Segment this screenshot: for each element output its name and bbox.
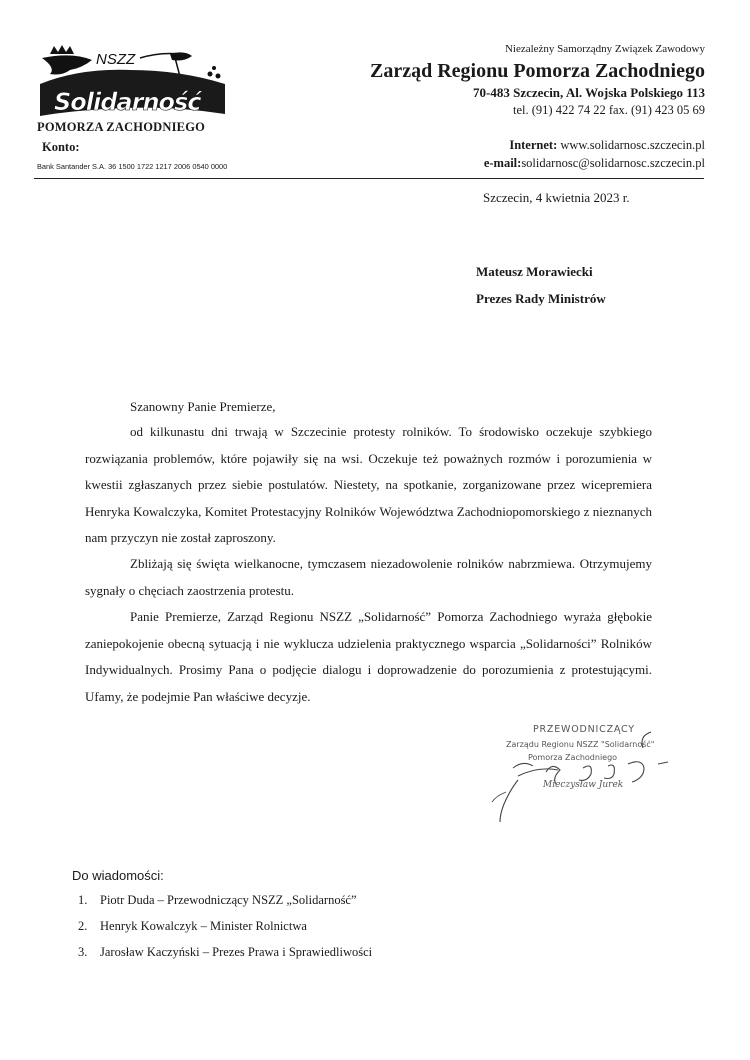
email-line: [484, 156, 705, 171]
body-paragraph: Panie Premierze, Zarząd Regionu NSZZ „Solidarność” Pomorza Zachodniego wyraża głębokie zaniepokojenie obecną sytuacją i nie wyklucza udzielenia praktycznego wsparcia „Solidarności” Rolników Indywidualnych. Prosimy Pana o podjęcie dialogu i doprowadzenie do porozumienia z protestującymi. Ufamy, że podejmie Pan właściwe decyzje.: [85, 609, 652, 704]
email-label: e-mail:: [483, 156, 522, 170]
cc-heading: Do wiadomości:: [72, 868, 164, 883]
handwritten-signature: [488, 720, 688, 830]
cc-item-number: 3.: [78, 945, 88, 959]
chairman-stamp: [488, 720, 688, 830]
logo-nszz-text: NSZZ: [96, 51, 136, 68]
body-paragraph: od kilkunastu dni trwają w Szczecinie protesty rolników. To środowisko oczekuje szybkiego rozwiązania problemów, które pojawiły się na wsi. Oczekuje też poważnych rozmów i porozumienia w kwestii zgłaszanych przez siebie postulatów. Niestety, na spotkanie, zorganizowane przez wicepremiera Henryka Kowalczyka, Komitet Protestacyjny Rolników Województwa Zachodniopomorskiego z nieznanych nam przyczyn nie został zaproszony.: [85, 424, 652, 545]
greeting: Szanowny Panie Premierze,: [130, 399, 276, 414]
website-line: [509, 138, 705, 153]
solidarnosc-logo: [32, 44, 232, 122]
cc-list-item: [78, 945, 372, 960]
date-line: Szczecin, 4 kwietnia 2023 r.: [483, 190, 630, 205]
website-label: Internet:: [509, 138, 558, 152]
recipient-title: Prezes Rady Ministrów: [476, 291, 606, 306]
cc-item-number: 2.: [78, 919, 88, 933]
bank-account-line: Bank Santander S.A. 36 1500 1722 1217 2006 0540 0000: [37, 162, 228, 171]
union-name: Niezależny Samorządny Związek Zawodowy: [504, 43, 705, 55]
recipient-name: Mateusz Morawiecki: [476, 264, 593, 279]
header-divider: [34, 178, 704, 179]
cc-list-item: [78, 919, 307, 934]
logo-wordmark: Solidarność: [54, 88, 201, 116]
body-paragraph: Zbliżają się święta wielkanocne, tymczasem niezadowolenie rolników nabrzmiewa. Otrzymujemy sygnały o chęciach zaostrzenia protestu.: [85, 556, 652, 598]
phone-fax: tel. (91) 422 74 22 fax. (91) 423 05 69: [513, 103, 705, 117]
stamp-region: Pomorza Zachodniego: [528, 753, 618, 762]
board-name: Zarząd Regionu Pomorza Zachodniego: [370, 60, 705, 82]
stamp-title: PRZEWODNICZĄCY: [533, 724, 635, 735]
cc-item-text: Piotr Duda – Przewodniczący NSZZ „Solidarność”: [100, 893, 357, 907]
cc-item-number: 1.: [78, 893, 88, 907]
region-name: POMORZA ZACHODNIEGO: [37, 120, 206, 134]
email-address[interactable]: solidarnosc@solidarnosc.szczecin.pl: [521, 156, 705, 170]
website-url[interactable]: www.solidarnosc.szczecin.pl: [557, 138, 705, 152]
stamp-signer-name: Mieczysław Jurek: [543, 780, 624, 790]
cc-item-text: Henryk Kowalczyk – Minister Rolnictwa: [100, 919, 307, 933]
cc-list-item: [78, 893, 357, 908]
postal-address: 70-483 Szczecin, Al. Wojska Polskiego 113: [473, 85, 705, 100]
account-label: Konto:: [42, 140, 80, 154]
cc-item-text: Jarosław Kaczyński – Prezes Prawa i Sprawiedliwości: [100, 945, 373, 959]
stamp-organization: Zarządu Regionu NSZZ "Solidarność": [506, 740, 655, 749]
